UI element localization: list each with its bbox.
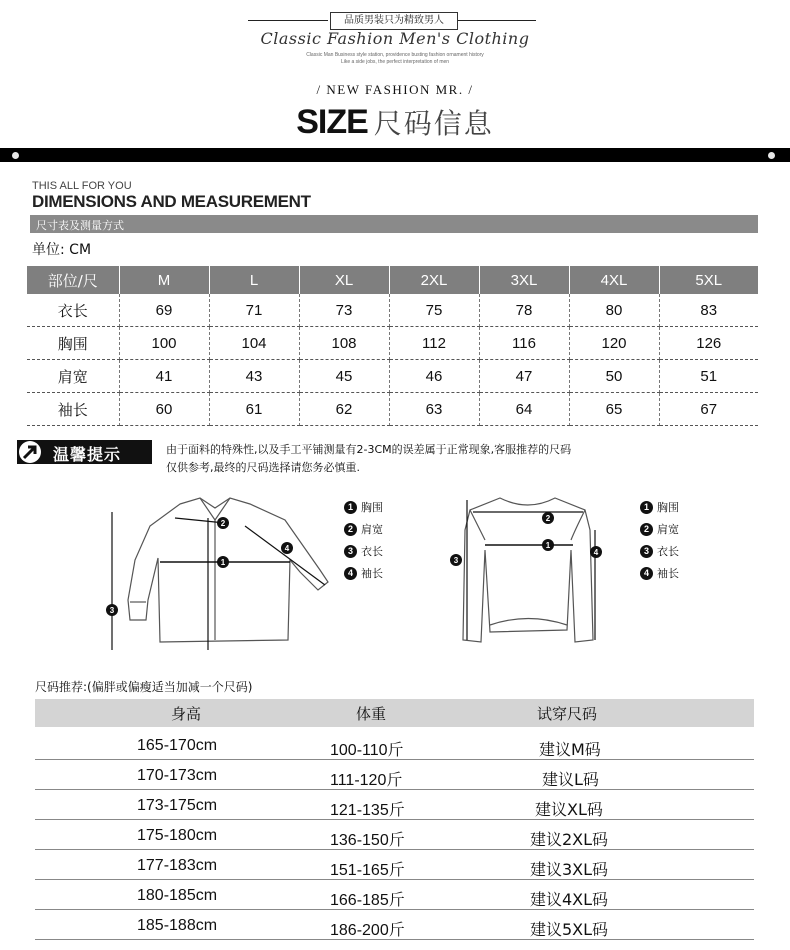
table-cell: 61	[209, 393, 299, 426]
table-cell: 60	[119, 393, 209, 426]
table-cell: 78	[479, 294, 569, 327]
weight-cell: 166-185斤	[330, 892, 405, 909]
table-cell: 120	[569, 327, 659, 360]
slogan-badge: 品质男装只为精致男人	[330, 12, 458, 30]
size-cell: 建议3XL码	[530, 860, 609, 879]
legend-label: 胸围	[657, 501, 679, 514]
weight-cell: 136-150斤	[330, 832, 405, 849]
svg-text:3: 3	[453, 556, 459, 565]
section-kicker: THIS ALL FOR YOU	[32, 180, 132, 192]
svg-text:2: 2	[220, 519, 226, 528]
header-cell: 4XL	[569, 266, 659, 294]
size-cell: 建议M码	[539, 740, 601, 759]
header-cell: 5XL	[659, 266, 758, 294]
weight-cell: 111-120斤	[330, 772, 403, 789]
arrow-icon	[19, 441, 41, 463]
table-cell: 46	[389, 360, 479, 393]
weight-cell: 121-135斤	[330, 802, 405, 819]
table-row	[27, 393, 758, 426]
legend-item	[344, 496, 383, 518]
legend-left	[344, 496, 383, 584]
sweater-diagram	[445, 490, 610, 650]
table-cell: 100	[119, 327, 209, 360]
size-title-en: SIZE	[296, 103, 368, 141]
height-cell: 180-185cm	[137, 887, 218, 904]
legend-number: 2	[640, 523, 653, 536]
size-cell: 建议L码	[542, 770, 599, 789]
height-cell: 170-173cm	[137, 767, 218, 784]
table-cell: 116	[479, 327, 569, 360]
legend-label: 衣长	[657, 545, 679, 558]
table-cell: 63	[389, 393, 479, 426]
legend-item	[344, 540, 383, 562]
legend-item	[344, 518, 383, 540]
unit-label: 单位: CM	[32, 242, 92, 258]
table-cell: 47	[479, 360, 569, 393]
recommend-title: 尺码推荐:(偏胖或偏瘦适当加减一个尺码)	[35, 680, 253, 694]
legend-label: 袖长	[361, 567, 383, 580]
table-cell: 62	[299, 393, 389, 426]
table-row	[35, 759, 754, 790]
brand-tagline-1: Classic Man Business style station, providence busting fashion ornament history	[306, 52, 484, 58]
tip-badge	[17, 440, 152, 464]
table-row	[27, 327, 758, 360]
table-cell: 67	[659, 393, 758, 426]
legend-number: 1	[640, 501, 653, 514]
table-cell: 104	[209, 327, 299, 360]
row-label: 胸围	[27, 327, 119, 360]
height-cell: 175-180cm	[137, 827, 218, 844]
brand-tagline-2: Like a side jobs, the perfect interpretation of men	[340, 59, 450, 65]
table-row	[35, 819, 754, 850]
legend-number: 4	[344, 567, 357, 580]
svg-text:3: 3	[109, 606, 115, 615]
new-fashion-title: / NEW FASHION MR. /	[316, 82, 474, 97]
divider-dot-left	[12, 152, 19, 159]
legend-item	[640, 562, 679, 584]
table-row	[35, 789, 754, 820]
svg-text:1: 1	[220, 558, 226, 567]
divider-dot-right	[768, 152, 775, 159]
header-weight: 体重	[356, 705, 387, 723]
height-cell: 173-175cm	[137, 797, 218, 814]
header-cell: L	[209, 266, 299, 294]
tip-text-2: 仅供参考,最终的尺码选择请您务必慎重.	[166, 461, 360, 474]
table-cell: 69	[119, 294, 209, 327]
divider-bar	[0, 148, 790, 162]
header-height: 身高	[171, 705, 202, 723]
legend-item	[344, 562, 383, 584]
header-size: 试穿尺码	[537, 705, 598, 723]
brand-script: Classic Fashion Men's Clothing	[260, 29, 530, 48]
weight-cell: 186-200斤	[330, 922, 405, 939]
table-cell: 45	[299, 360, 389, 393]
legend-number: 3	[344, 545, 357, 558]
table-cell: 80	[569, 294, 659, 327]
size-title	[0, 102, 790, 142]
table-cell: 64	[479, 393, 569, 426]
row-label: 衣长	[27, 294, 119, 327]
height-cell: 177-183cm	[137, 857, 218, 874]
table-cell: 126	[659, 327, 758, 360]
section-bar-label: 尺寸表及测量方式	[36, 219, 124, 232]
legend-item	[640, 540, 679, 562]
size-cell: 建议4XL码	[530, 890, 609, 909]
table-cell: 73	[299, 294, 389, 327]
legend-number: 4	[640, 567, 653, 580]
table-cell: 71	[209, 294, 299, 327]
legend-item	[640, 496, 679, 518]
section-title: DIMENSIONS AND MEASUREMENT	[32, 192, 311, 211]
table-cell: 50	[569, 360, 659, 393]
table-cell: 51	[659, 360, 758, 393]
header-cell: M	[119, 266, 209, 294]
table-row	[35, 849, 754, 880]
legend-item	[640, 518, 679, 540]
table-row	[27, 360, 758, 393]
table-cell: 83	[659, 294, 758, 327]
header-cell: 3XL	[479, 266, 569, 294]
size-cell: 建议XL码	[535, 800, 603, 819]
table-cell: 75	[389, 294, 479, 327]
size-table-header	[27, 266, 758, 294]
tip-label: 温馨提示	[53, 445, 122, 464]
table-row	[35, 909, 754, 940]
size-cell: 建议5XL码	[530, 920, 609, 939]
table-row	[35, 879, 754, 910]
table-row	[35, 729, 754, 760]
shirt-diagram	[100, 490, 335, 655]
header-cell: 部位/尺	[27, 266, 119, 294]
section-bar	[30, 215, 758, 233]
row-label: 肩宽	[27, 360, 119, 393]
size-cell: 建议2XL码	[530, 830, 609, 849]
legend-number: 3	[640, 545, 653, 558]
header-cell: 2XL	[389, 266, 479, 294]
weight-cell: 151-165斤	[330, 862, 405, 879]
svg-text:1: 1	[545, 541, 551, 550]
legend-number: 2	[344, 523, 357, 536]
legend-label: 肩宽	[657, 523, 679, 536]
legend-number: 1	[344, 501, 357, 514]
svg-text:4: 4	[593, 548, 599, 557]
height-cell: 185-188cm	[137, 917, 218, 934]
table-cell: 112	[389, 327, 479, 360]
table-cell: 41	[119, 360, 209, 393]
header-rule-right	[458, 20, 536, 21]
weight-cell: 100-110斤	[330, 742, 404, 759]
table-cell: 65	[569, 393, 659, 426]
table-row	[27, 294, 758, 327]
legend-label: 胸围	[361, 501, 383, 514]
header-rule-left	[248, 20, 328, 21]
legend-right	[640, 496, 679, 584]
legend-label: 衣长	[361, 545, 383, 558]
table-cell: 108	[299, 327, 389, 360]
svg-text:2: 2	[545, 514, 551, 523]
table-cell: 43	[209, 360, 299, 393]
size-title-cn: 尺码信息	[373, 107, 494, 140]
svg-text:4: 4	[284, 544, 290, 553]
row-label: 袖长	[27, 393, 119, 426]
legend-label: 袖长	[657, 567, 679, 580]
recommend-header	[35, 699, 754, 727]
height-cell: 165-170cm	[137, 737, 218, 754]
size-table	[27, 266, 758, 426]
tip-text-1: 由于面料的特殊性,以及手工平铺测量有2-3CM的误差属于正常现象,客服推荐的尺码	[166, 443, 572, 456]
legend-label: 肩宽	[361, 523, 383, 536]
header-cell: XL	[299, 266, 389, 294]
